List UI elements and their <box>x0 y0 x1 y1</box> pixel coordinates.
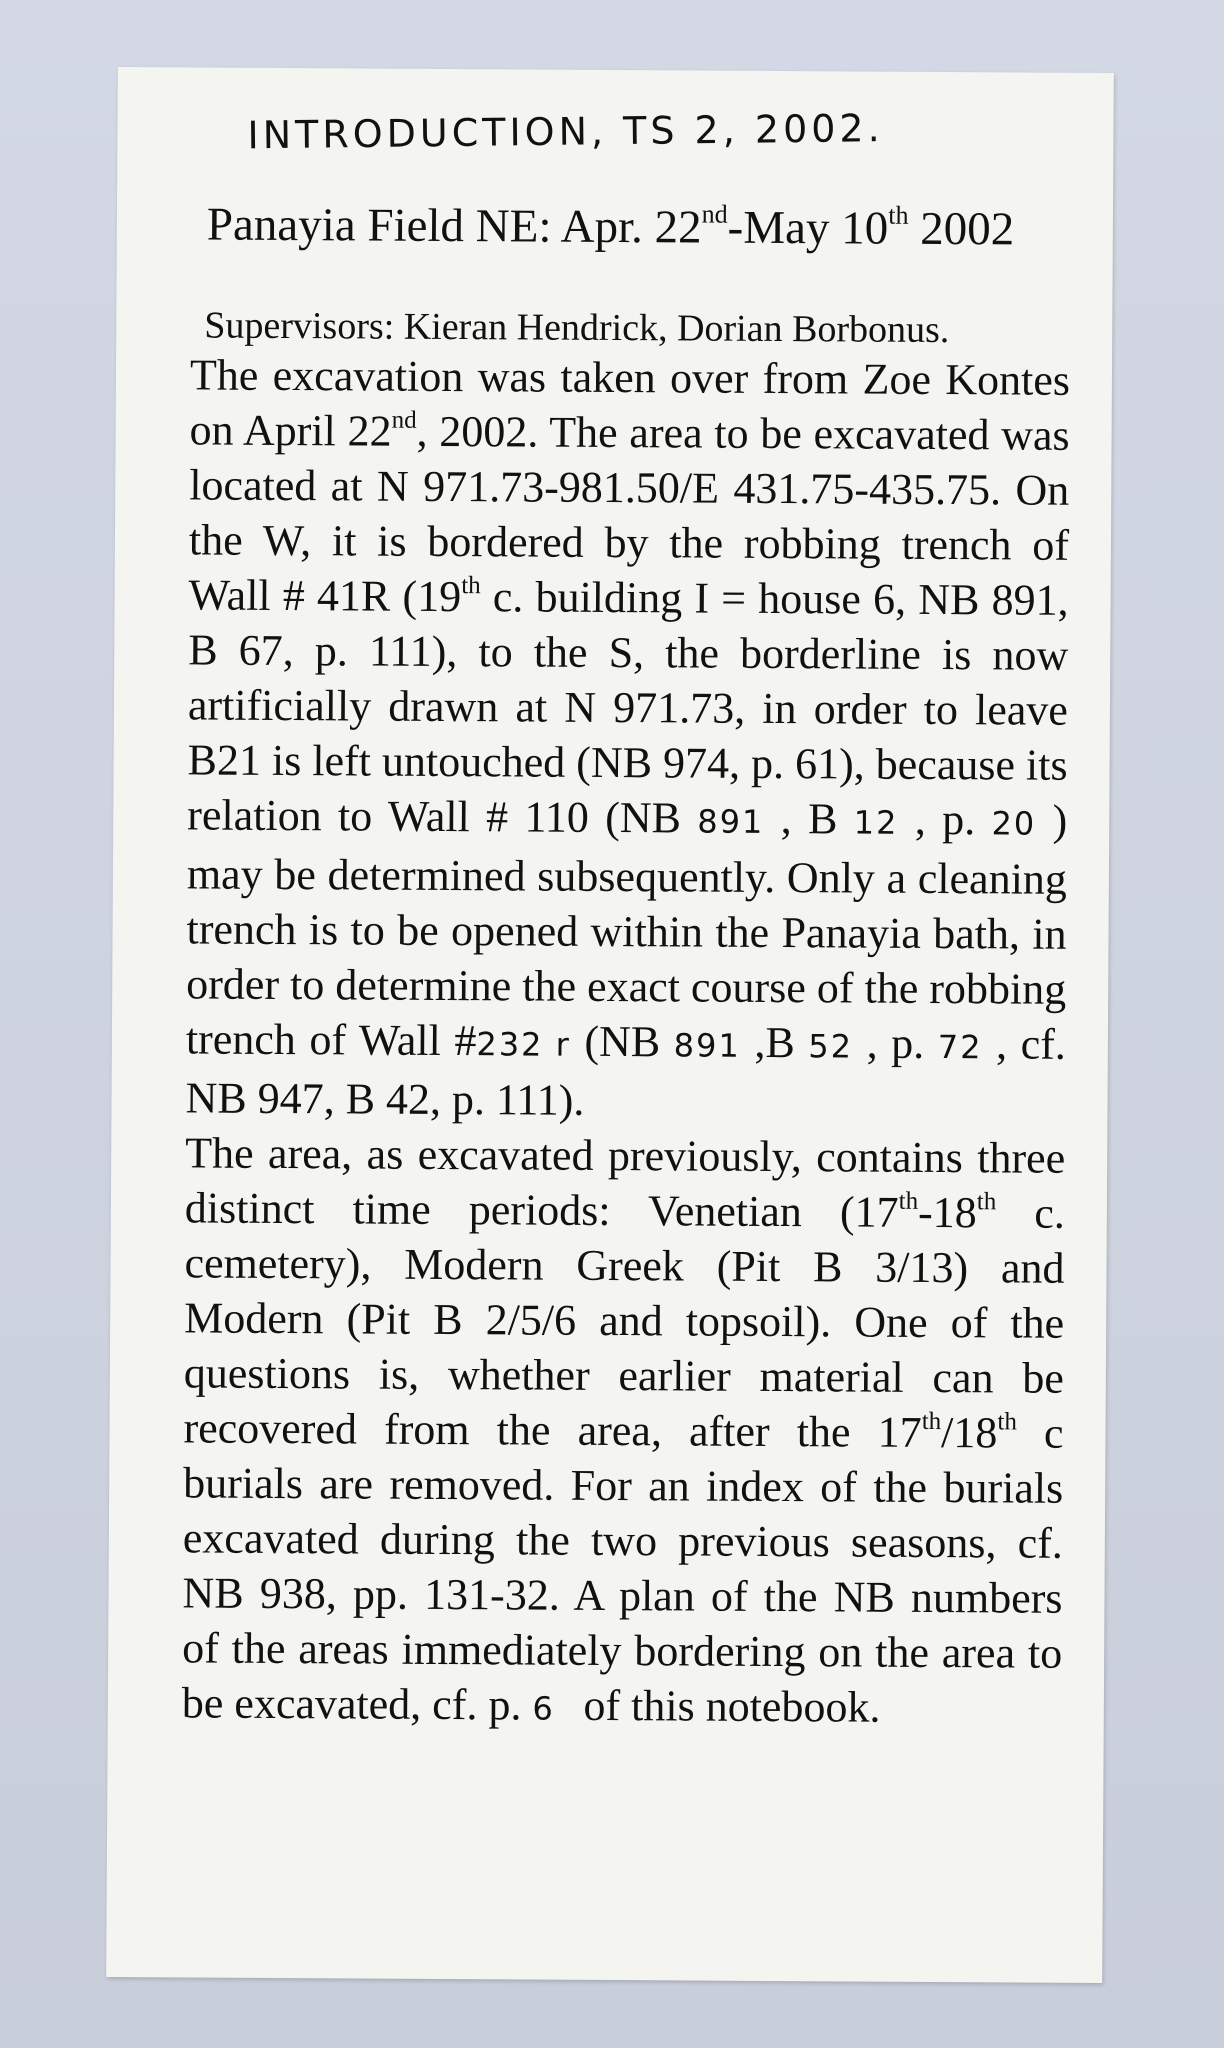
title-ordinal: nd <box>701 199 728 229</box>
text-run: , 2002. The area to be excavated was located at N 971.73-981.50/E 431.75-435.75. On the W, it is bordered by the robbing trench of Wall # 41R (19 <box>188 406 1070 622</box>
text-run: c burials are removed. For an index of the burials excavated during the two previous seasons, cf. NB 938, pp. 131-32. A plan of the NB numbers of the areas immediately bordering on the area to be excavated, cf. p. <box>181 1408 1064 1730</box>
ordinal: th <box>976 1188 997 1216</box>
text-run: , p. <box>898 794 992 845</box>
handwritten-insert: 891 <box>673 1026 741 1065</box>
ordinal: th <box>921 1407 942 1436</box>
title-text: Panayia Field NE: Apr. 22 <box>206 198 702 254</box>
ordinal: th <box>997 1408 1017 1436</box>
handwritten-insert: 12 <box>853 803 899 842</box>
text-run: The excavation was taken over from Zoe Kontes on April 22 <box>189 350 1071 456</box>
text-run: c. building I = house 6, NB 891, B 67, p. 111), to the S, the borderline is now artificially drawn at N 971.73, in order to leave B21 is left untouched (NB 974, p. 61), because its relation to Wall # 110 (NB <box>187 572 1069 843</box>
handwritten-header: INTRODUCTION, TS 2, 2002. <box>247 106 884 158</box>
text-run: ,B <box>740 1017 809 1068</box>
text-run: , p. <box>852 1018 938 1069</box>
body-text <box>182 347 1070 1739</box>
ordinal: th <box>898 1187 919 1215</box>
text-run: , cf. NB 947, B 42, p. 111). <box>185 1019 1067 1125</box>
handwritten-insert: 52 <box>808 1027 854 1066</box>
ordinal: nd <box>391 406 417 434</box>
text-run: of this notebook. <box>572 1680 881 1732</box>
text-run: /18 <box>940 1408 998 1458</box>
notebook-page <box>106 67 1114 1983</box>
handwritten-insert: 6 <box>532 1689 555 1728</box>
title-text: 2002 <box>908 202 1015 256</box>
handwritten-insert: 20 <box>991 804 1037 843</box>
paragraph-excavation <box>185 347 1070 1130</box>
handwritten-insert: 891 <box>697 802 765 841</box>
handwritten-insert: 72 <box>937 1028 983 1067</box>
paragraph-time-periods <box>182 1125 1066 1739</box>
text-run: ) may be determined subsequently. Only a cleaning trench is to be opened within the Panayia bath, in order to determine the exact course of the robbing trench of Wall # <box>185 795 1068 1066</box>
text-run: The area, as excavated previously, contains three distinct time periods: Venetian (17 <box>184 1128 1066 1237</box>
page-title <box>207 198 1077 257</box>
handwritten-insert: 232 r <box>476 1025 571 1064</box>
text-run: (NB <box>570 1016 674 1067</box>
text-run: , B <box>764 793 854 844</box>
supervisors-line: Supervisors: Kieran Hendrick, Dorian Borbonus. <box>204 304 950 352</box>
title-text: -May 10 <box>727 201 889 255</box>
ordinal: th <box>461 572 481 600</box>
text-run: c. cemetery), Modern Greek (Pit B 3/13) and Modern (Pit B 2/5/6 and topsoil). One of the questions is, whether earlier material can be recovered from the area, after the 17 <box>183 1188 1066 1457</box>
text-run: -18 <box>917 1187 977 1238</box>
title-ordinal: th <box>888 200 909 230</box>
